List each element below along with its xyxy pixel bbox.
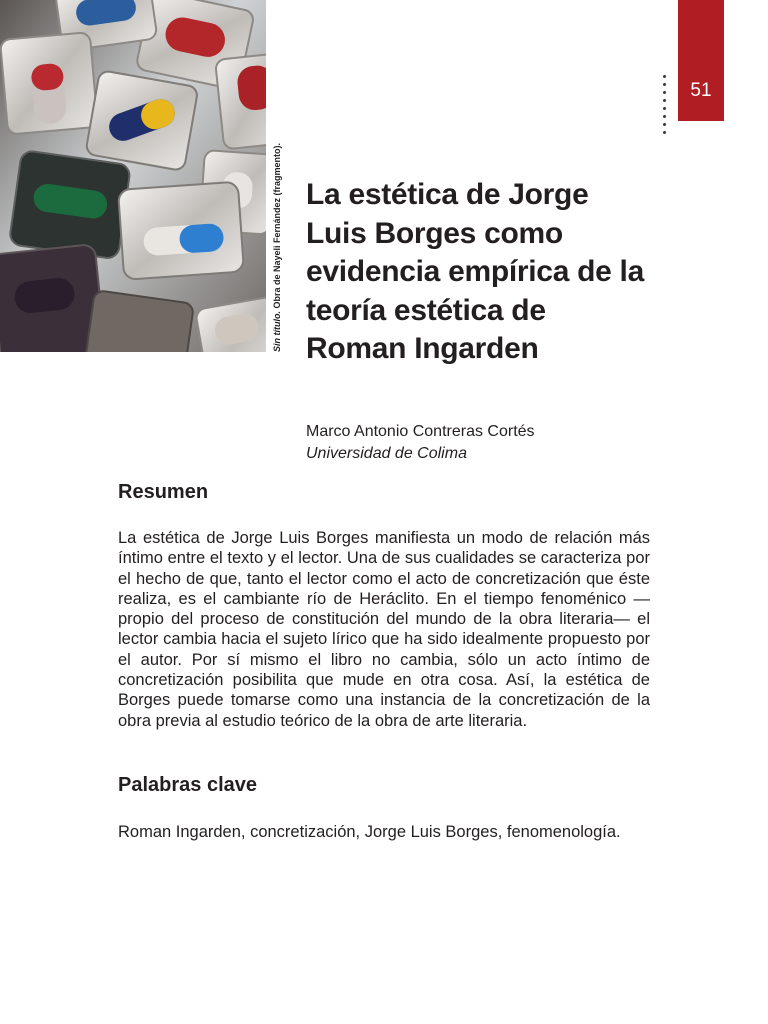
caption-title: Sin título. (272, 311, 282, 352)
abstract-text: La estética de Jorge Luis Borges manifiesta un modo de relación más íntimo entre el texto y el lector. Una de sus cualidades se caracteriza por el hecho de que, tanto el lector como el acto de concretización que éste realiza, es el cambiante río de Heráclito. En el tiempo fenoménico —propio del proceso de constitución del mundo de la obra literaria— el lector cambia hacia el sujeto lírico que ha sido idealmente propuesto por el autor. Por sí mismo el libro no cambia, sólo un acto íntimo de concretización posibilita que mude en otra cosa. Así, la estética de Borges puede tomarse como una instancia de la concretización de la obra previa al estudio teórico de la obra de arte literaria. (118, 529, 650, 730)
artwork-caption (269, 110, 285, 352)
abstract-heading: Resumen (118, 481, 209, 503)
caption-credit: Obra de Nayeli Fernández (fragmento). (272, 142, 282, 311)
keywords-heading: Palabras clave (118, 774, 257, 796)
page-number: 51 (690, 80, 712, 101)
author-name: Marco Antonio Contreras Cortés (306, 423, 535, 440)
decorative-dots (663, 75, 668, 139)
keywords-text: Roman Ingarden, concretización, Jorge Luis Borges, fenomenología. (118, 823, 621, 841)
article-title: La estética de Jorge Luis Borges como evidencia empírica de la teoría estética de Roman Ingarden (306, 178, 644, 365)
author-affiliation: Universidad de Colima (306, 445, 467, 462)
artwork-image (0, 0, 266, 352)
page-number-tab (678, 0, 724, 121)
pills-in-ice-illustration (0, 0, 266, 352)
